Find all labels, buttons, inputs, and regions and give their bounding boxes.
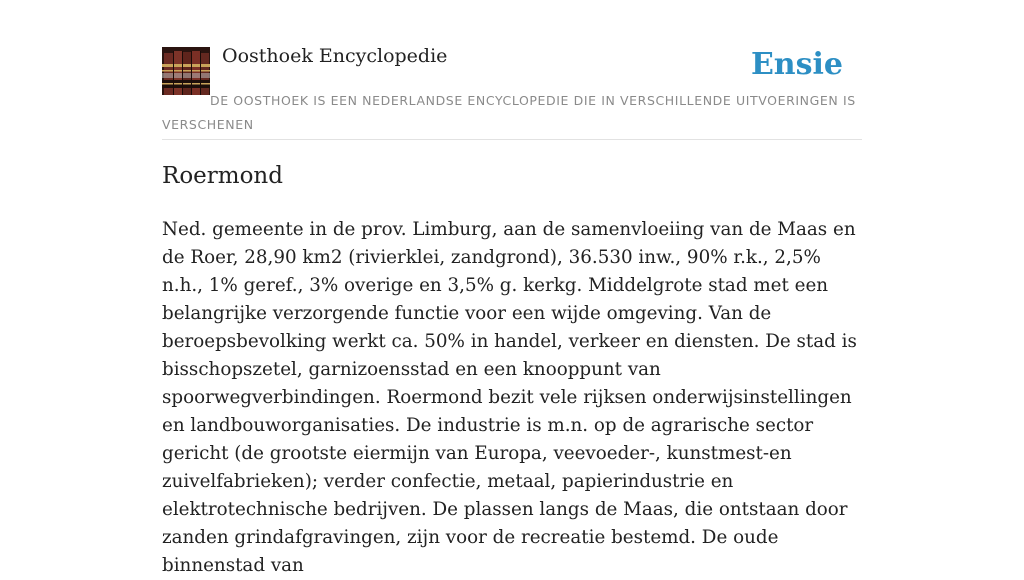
entry-body: Ned. gemeente in de prov. Limburg, aan de samenvloeiing van de Maas en de Roer, 28,90 km2 (rivierklei, zandgrond), 36.530 inw., 90% r.k., 2,5% n.h., 1% geref., 3% overige en 3,5% g. kerkg. Middelgrote stad met een belangrijke verzorgende functie voor een wijde omgeving. Van de beroepsbevolking werkt ca. 50% in handel, verkeer en diensten. De stad is bisschopszetel, garnizoensstad en een knooppunt van spoorwegverbindingen. Roermond bezit vele rijksen onderwijsinstellingen en landbouworganisaties. De industrie is m.n. op de agrarische sector gericht (de grootste eiermijn van Europa, veevoeder-, kunstmest-en zuivelfabrieken); verder confectie, metaal, papierindustrie en elektrotechnische bedrijven. De plassen langs de Maas, die ontstaan door zanden grindafgravingen, zijn voor de recreatie bestemd. De oude binnenstad van [162, 219, 857, 576]
source-description: DE OOSTHOEK IS EEN NEDERLANDSE ENCYCLOPEDIE DIE IN VERSCHILLENDE UITVOERINGEN IS VERSCHENEN [162, 93, 856, 132]
ensie-logo-link[interactable]: Ensie [750, 47, 843, 82]
entry-title: Roermond [162, 163, 283, 189]
book-spines-icon [162, 47, 210, 95]
source-title-link[interactable]: Oosthoek Encyclopedie [222, 45, 448, 67]
source-header [162, 0, 862, 140]
content-container [162, 0, 862, 576]
source-avatar[interactable] [162, 47, 210, 95]
